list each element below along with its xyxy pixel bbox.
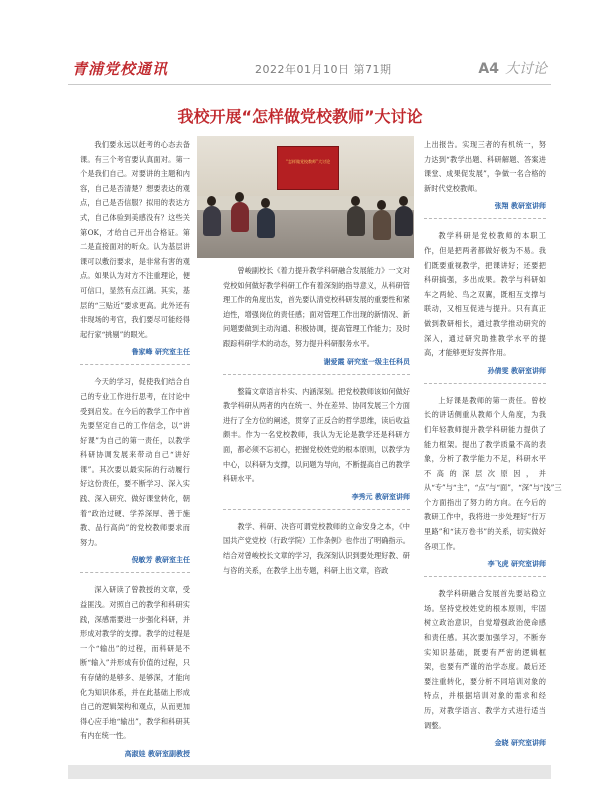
- newspaper-title: 青浦党校通讯: [72, 60, 169, 78]
- divider: [424, 218, 546, 219]
- author-signature: 谢爱霞 研究室一级主任科员: [323, 357, 410, 366]
- divider: [223, 374, 410, 375]
- projection-screen: [277, 146, 339, 190]
- author-signature: 金晓 研究室讲师: [494, 739, 546, 748]
- comment-paragraph: 上出报告。实现三者的有机统一，努力达到“教学出题、科研解题、答案进课堂、成果促发展”，争做一名合格的新时代党校教师。: [424, 140, 546, 193]
- screen-caption: “怎样做党校教师”大讨论: [285, 159, 331, 164]
- author-signature: 鲁家峰 研究室主任: [131, 348, 190, 357]
- footer-bar: [68, 765, 551, 779]
- section-name: 大讨论: [505, 61, 547, 77]
- article-headline: 我校开展“怎样做党校教师”大讨论: [177, 107, 423, 126]
- column-middle: [223, 264, 410, 578]
- divider: [80, 364, 190, 365]
- masthead: [68, 58, 551, 85]
- comment-paragraph: 曾峻副校长《着力提升教学科研融合发展能力》一文对党校如何做好教学科研工作有着深刻的指导意义，从科研管理工作的角度出发，首先要认清党校科研发展的重要性和紧迫性，增强岗位的责任感；面对管理工作出现的新情况、新问题要做到主动沟通、积极协调，提高管理工作能力；及时跟踪科研学术的动态，努力提升科研服务水平。: [223, 266, 410, 348]
- comment-paragraph: 我们要永远以赶考的心态去备课。有三个考官要认真面对。第一个是我们自己。对要讲的主题和内容，自己是否清楚？想要表达的观点，自己是否信服？拟用的表达方式，自己体验到美感没有？这些关第OK，才给自己开出合格证。第二是直接面对的听众。认为基层讲课可以敷衍要求，是非常有害的观点。如果认为对方不注重理论，便可信口，显然有点江湖。其实，基层的“三贴近”要求更高。此外还有非现场的考官，我们要尽可能经得起行家“挑剔”的眼光。: [80, 140, 190, 339]
- comment-paragraph: 今天的学习，促使我们结合自己的专业工作进行思考，在讨论中受到启发。在今后的教学工作中首先要坚定自己的工作信念，以“讲好课”为自己的第一责任，以教学科研协调发展来带动自己“讲好课”。其次要以最实际的行动履行好这份责任，要不断学习、深入实践、深入研究、做好课堂转化，朝着“政治过硬、学养深厚、善于施教、品行高尚”的党校教师要求而努力。: [80, 377, 190, 547]
- meeting-photo: [197, 136, 414, 258]
- comment-paragraph: 深入研读了曾教授的文章，受益匪浅。对照自己的教学和科研实践，深感需要进一步强化科研，并形成对教学的支撑。教学的过程是一个“输出”的过程，而科研是不断“输入”并形成有价值的过程，只有存储的是够多、是够深，才能向化为知识体系，并在此基础上形成自己的逻辑架构和观点，从而更加得心应手地“输出”，教学和科研其有内在统一性。: [80, 585, 190, 741]
- author-signature: 张翔 教研室讲师: [494, 202, 546, 211]
- comment-paragraph: 教学、科研、决咨可谓党校教师的立命安身之本，《中国共产党党校（行政学院）工作条例》也作出了明确指示。结合对曾峻校长文章的学习，我深刻认识到要处理好教、研与咨的关系，在教学上出专题，科研上出文章，咨政: [223, 521, 410, 575]
- divider: [424, 383, 546, 384]
- divider: [424, 576, 546, 577]
- comment-paragraph: 整篇文章语言朴实、内涵深刻。把党校教师该如何做好教学科研从两者的内在统一、外在差异、协同发展三个方面进行了全方位的阐述，贯穿了正反合的哲学思维，读后收益颇丰。作为一名党校教师，我认为无论是教学还是科研方面，都必须不忘初心，把握党校姓党的根本原则，以教学为中心，以科研为支撑，以问题为导向，不断提高自己的教学科研水平。: [223, 386, 410, 484]
- page-number: A4: [478, 61, 499, 77]
- author-signature: 高淑娃 教研室副教授: [124, 749, 190, 758]
- comment-paragraph: 教学科研是党校教师的本职工作，但是把两者都做好极为不易。我们既要重视教学，把课讲好；还要把科研搞强，多出成果。教学与科研如车之两轮、鸟之双翼，既相互支撑与联动，又相互促进与提升。只有真正做到教研相长，通过教学推动研究的深入，通过研究助推教学水平的提高，才能够更好发挥作用。: [424, 231, 546, 358]
- author-signature: 倪敏芳 教研室主任: [131, 556, 190, 565]
- column-left: [80, 138, 190, 762]
- page-label: [478, 58, 547, 78]
- issue-date: 2022年01月10日 第71期: [255, 63, 392, 76]
- column-right: [424, 138, 562, 751]
- author-signature: 李飞虎 研究室讲师: [487, 560, 546, 569]
- divider: [80, 572, 190, 573]
- author-signature: 孙倩雯 教研室讲师: [487, 366, 546, 375]
- author-signature: 李秀元 教研室讲师: [351, 492, 410, 501]
- comment-paragraph: 上好课是教师的第一责任。曾校长的讲话侧重从教师个人角度，为我们年轻教师提升教学科研能力提供了能力框架。提出了教学质量不高的表象，分析了教学能力不足，科研水平不高的深层次原因，并从“专”与“主”，“点”与“面”，“深”与“浅”三个方面指出了努力的方向。在今后的教研工作中，我将进一步处理好“行万里路”和“读万卷书”的关系，切实做好各项工作。: [424, 395, 562, 551]
- divider: [223, 509, 410, 510]
- comment-paragraph: 教学科研融合发展首先要站稳立场。坚持党校姓党的根本原则，牢固树立政治意识，自觉增强政治使命感和责任感。其次要加强学习，不断夯实知识基础，既要有严密的逻辑框架，也要有严谨的治学态度。最后还要注重转化，要分析不同培训对象的特点，并根据培训对象的需求和经历，对教学语言、教学方式进行适当调整。: [424, 589, 546, 730]
